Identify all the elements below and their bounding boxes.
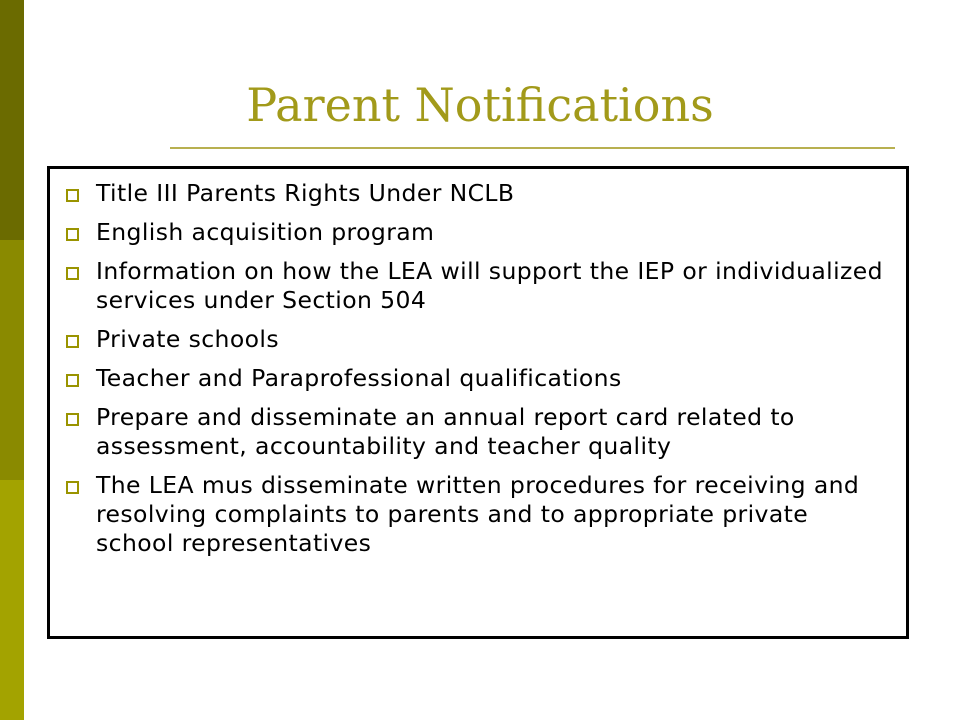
side-bar-segment-top bbox=[0, 0, 24, 240]
bullet-text: English acquisition program bbox=[96, 218, 435, 246]
bullet-item bbox=[64, 471, 890, 558]
bullet-item bbox=[64, 257, 890, 315]
bullet-item bbox=[64, 218, 890, 247]
bullet-text: Prepare and disseminate an annual report card related to assessment, accountability and teacher quality bbox=[96, 403, 795, 460]
bullet-item bbox=[64, 179, 890, 208]
square-bullet-icon bbox=[66, 228, 79, 241]
square-bullet-icon bbox=[66, 374, 79, 387]
slide-title: Parent Notifications bbox=[246, 78, 714, 132]
square-bullet-icon bbox=[66, 413, 79, 426]
bullet-text: Title III Parents Rights Under NCLB bbox=[96, 179, 515, 207]
content-box bbox=[47, 166, 909, 639]
side-bar-segment-bottom bbox=[0, 480, 24, 720]
bullet-text: Teacher and Paraprofessional qualifications bbox=[96, 364, 622, 392]
bullet-text: Information on how the LEA will support the IEP or individualized services under Section 504 bbox=[96, 257, 883, 314]
side-accent-bar bbox=[0, 0, 24, 720]
bullet-text: Private schools bbox=[96, 325, 279, 353]
square-bullet-icon bbox=[66, 481, 79, 494]
square-bullet-icon bbox=[66, 335, 79, 348]
square-bullet-icon bbox=[66, 189, 79, 202]
bullet-list bbox=[64, 179, 890, 558]
bullet-text: The LEA mus disseminate written procedures for receiving and resolving complaints to parents and to appropriate private school representatives bbox=[96, 471, 860, 557]
title-underline bbox=[170, 147, 895, 149]
bullet-item bbox=[64, 364, 890, 393]
square-bullet-icon bbox=[66, 267, 79, 280]
bullet-item bbox=[64, 403, 890, 461]
bullet-item bbox=[64, 325, 890, 354]
side-bar-segment-middle bbox=[0, 240, 24, 480]
